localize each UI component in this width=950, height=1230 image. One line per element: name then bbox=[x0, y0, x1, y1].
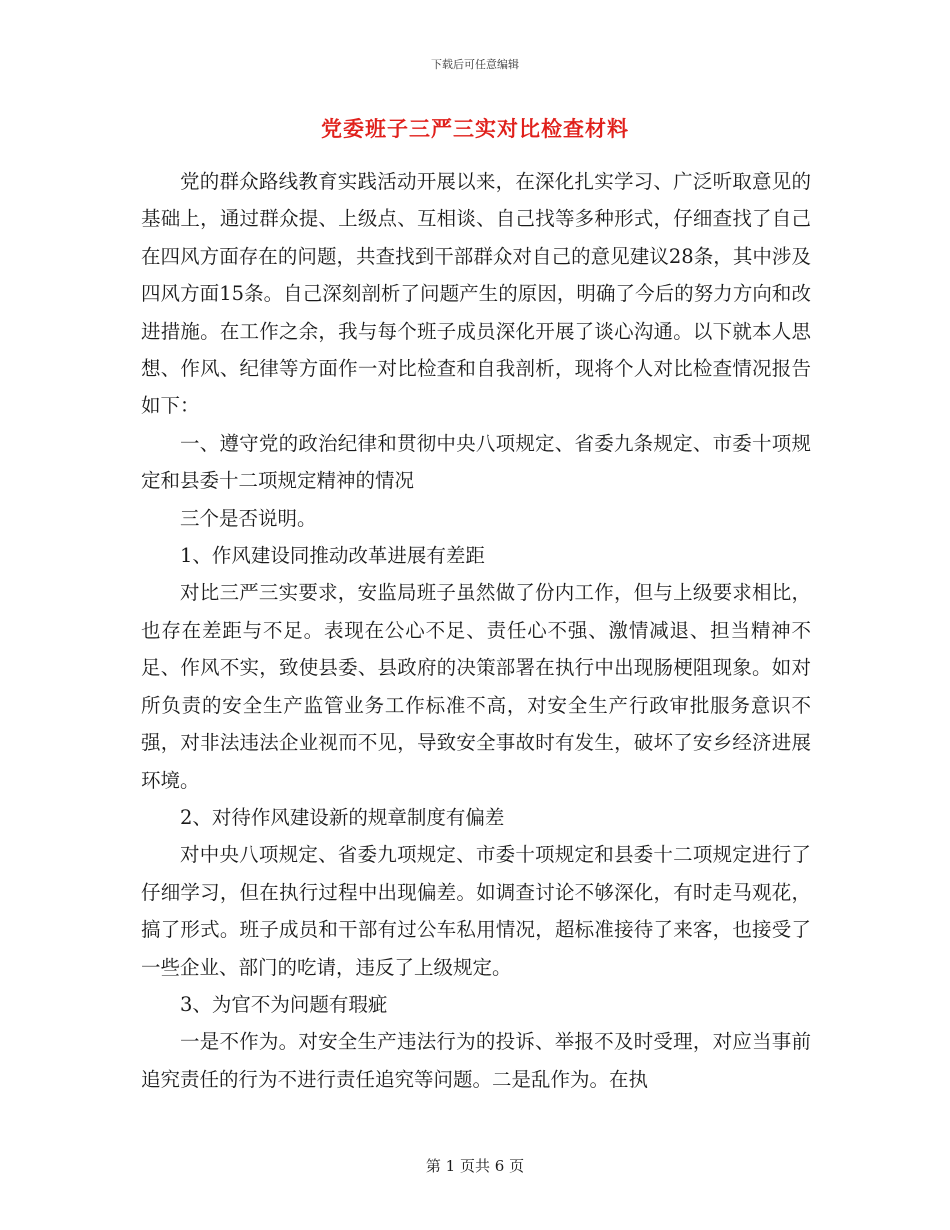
subheading-1: 1、作风建设同推动改革进展有差距 bbox=[180, 544, 485, 568]
paragraph-3: 一是不作为。对安全生产违法行为的投诉、举报不及时受理，对应当事前追究责任的行为不进行责任追究等问题。二是乱作为。在执 bbox=[141, 1030, 811, 1091]
header-note: 下载后可任意编辑 bbox=[431, 58, 519, 71]
section-heading-1: 一、遵守党的政治纪律和贯彻中央八项规定、省委九条规定、市委十项规定和县委十二项规定精神的情况 bbox=[141, 431, 811, 493]
subheading-3: 3、为官不为问题有瑕疵 bbox=[180, 992, 388, 1016]
paragraph-note: 三个是否说明。 bbox=[180, 506, 317, 530]
paragraph-intro: 党的群众路线教育实践活动开展以来，在深化扎实学习、广泛听取意见的基础上，通过群众提、上级点、互相谈、自己找等多种形式，仔细查找了自己在四风方面存在的问题，共查找到干部群众对自己的意见建议28条，其中涉及四风方面15条。自己深刻剖析了问题产生的原因，明确了今后的努力方向和改进措施。在工作之余，我与每个班子成员深化开展了谈心沟通。以下就本人思想、作风、纪律等方面作一对比检查和自我剖析，现将个人对比检查情况报告如下： bbox=[141, 170, 811, 418]
subheading-2: 2、对待作风建设新的规章制度有偏差 bbox=[180, 805, 505, 829]
document-body bbox=[141, 163, 811, 1098]
paragraph-2: 对中央八项规定、省委九项规定、市委十项规定和县委十二项规定进行了仔细学习，但在执行过程中出现偏差。如调查讨论不够深化，有时走马观花，搞了形式。班子成员和干部有过公车私用情况，超标准接待了来客，也接受了一些企业、部门的吃请，违反了上级规定。 bbox=[141, 843, 811, 979]
document-title: 党委班子三严三实对比检查材料 bbox=[321, 116, 629, 141]
paragraph-1: 对比三严三实要求，安监局班子虽然做了份内工作，但与上级要求相比，也存在差距与不足。表现在公心不足、责任心不强、激情减退、担当精神不足、作风不实，致使县委、县政府的决策部署在执行中出现肠梗阻现象。如对所负责的安全生产监管业务工作标准不高，对安全生产行政审批服务意识不强，对非法违法企业视而不见，导致安全事故时有发生，破坏了安乡经济进展环境。 bbox=[141, 581, 811, 792]
page-number-footer: 第 1 页共 6 页 bbox=[425, 1157, 525, 1175]
